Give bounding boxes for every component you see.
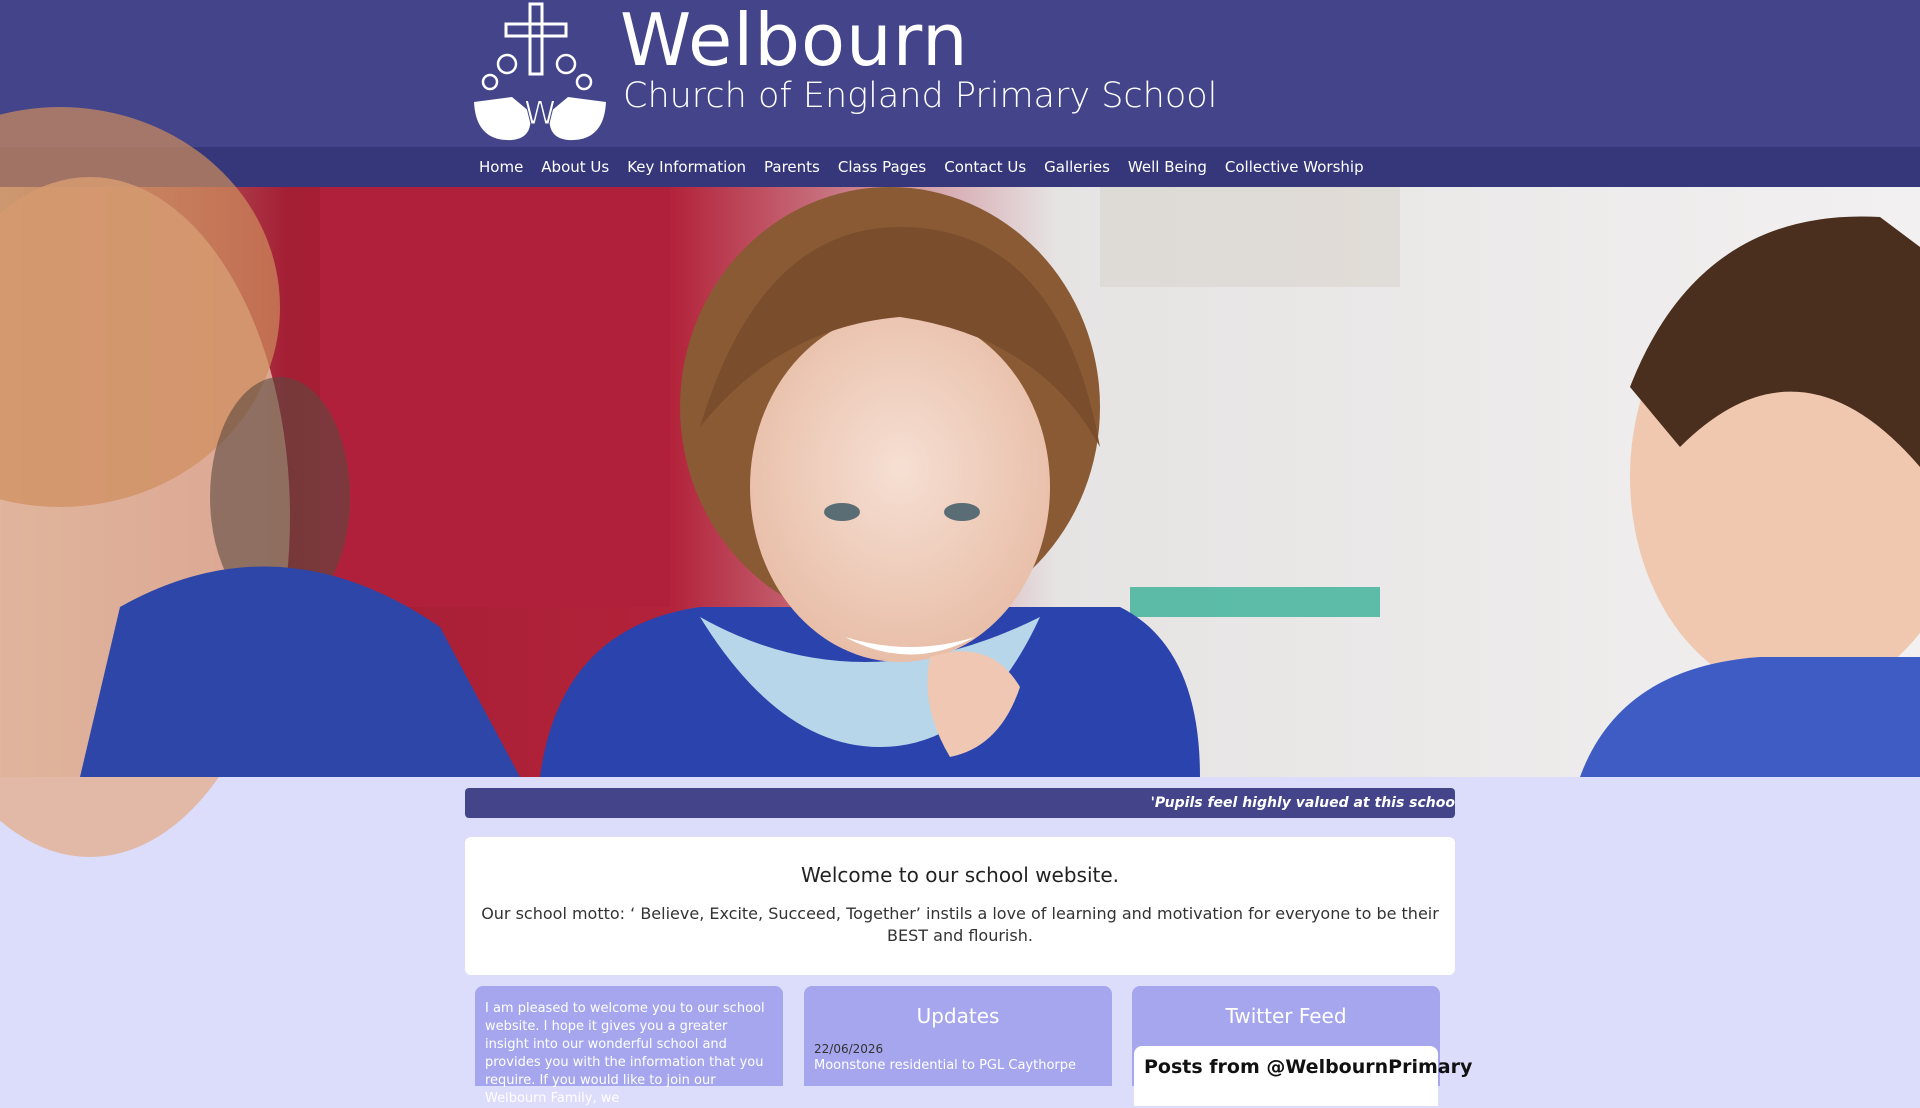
twitter-title: Twitter Feed	[1225, 1004, 1347, 1028]
school-name: Welbourn	[620, 0, 969, 82]
site-header	[0, 0, 1920, 147]
svg-text:W: W	[524, 94, 556, 132]
nav-item-galleries[interactable]: Galleries	[1044, 158, 1110, 176]
nav-item-contact-us[interactable]: Contact Us	[944, 158, 1027, 176]
updates-card	[804, 986, 1112, 1086]
welcome-motto: Our school motto: ‘ Believe, Excite, Succeed, Together’ instils a love of learning and motivation for everyone to be their BEST and flourish.	[481, 904, 1439, 945]
twitter-card	[1132, 986, 1473, 1086]
twitter-feed-heading: Posts from @WelbournPrimary	[1144, 1056, 1473, 1078]
welcome-title: Welcome to our school website.	[800, 863, 1120, 887]
school-logo[interactable]	[472, 2, 608, 142]
quote-ticker	[465, 788, 1455, 818]
intro-text: I am pleased to welcome you to our school website. I hope it gives you a greater insight into our wonderful school and provides you with the information that you require. If you would like to join our Welbourn Family, we	[485, 1001, 765, 1106]
school-subtitle: Church of England Primary School	[623, 76, 1218, 116]
update-date: 22/06/2026	[814, 1042, 884, 1056]
hero-image	[0, 187, 1920, 777]
intro-card	[475, 986, 783, 1106]
update-link[interactable]: Moonstone residential to PGL Caythorpe	[814, 1058, 1076, 1073]
twitter-feed[interactable]	[1134, 1046, 1473, 1106]
nav-item-collective-worship[interactable]: Collective Worship	[1224, 158, 1364, 176]
main-nav	[0, 147, 1920, 187]
updates-title: Updates	[916, 1004, 1000, 1028]
nav-item-well-being[interactable]: Well Being	[1127, 158, 1207, 176]
nav-item-class-pages[interactable]: Class Pages	[837, 158, 927, 176]
nav-item-about-us[interactable]: About Us	[541, 158, 610, 176]
nav-item-home[interactable]: Home	[479, 158, 524, 176]
nav-item-key-information[interactable]: Key Information	[627, 158, 747, 176]
ticker-text: 'Pupils feel highly valued at this schoo	[1150, 795, 1455, 811]
welcome-panel	[465, 837, 1455, 975]
nav-item-parents[interactable]: Parents	[764, 158, 820, 176]
